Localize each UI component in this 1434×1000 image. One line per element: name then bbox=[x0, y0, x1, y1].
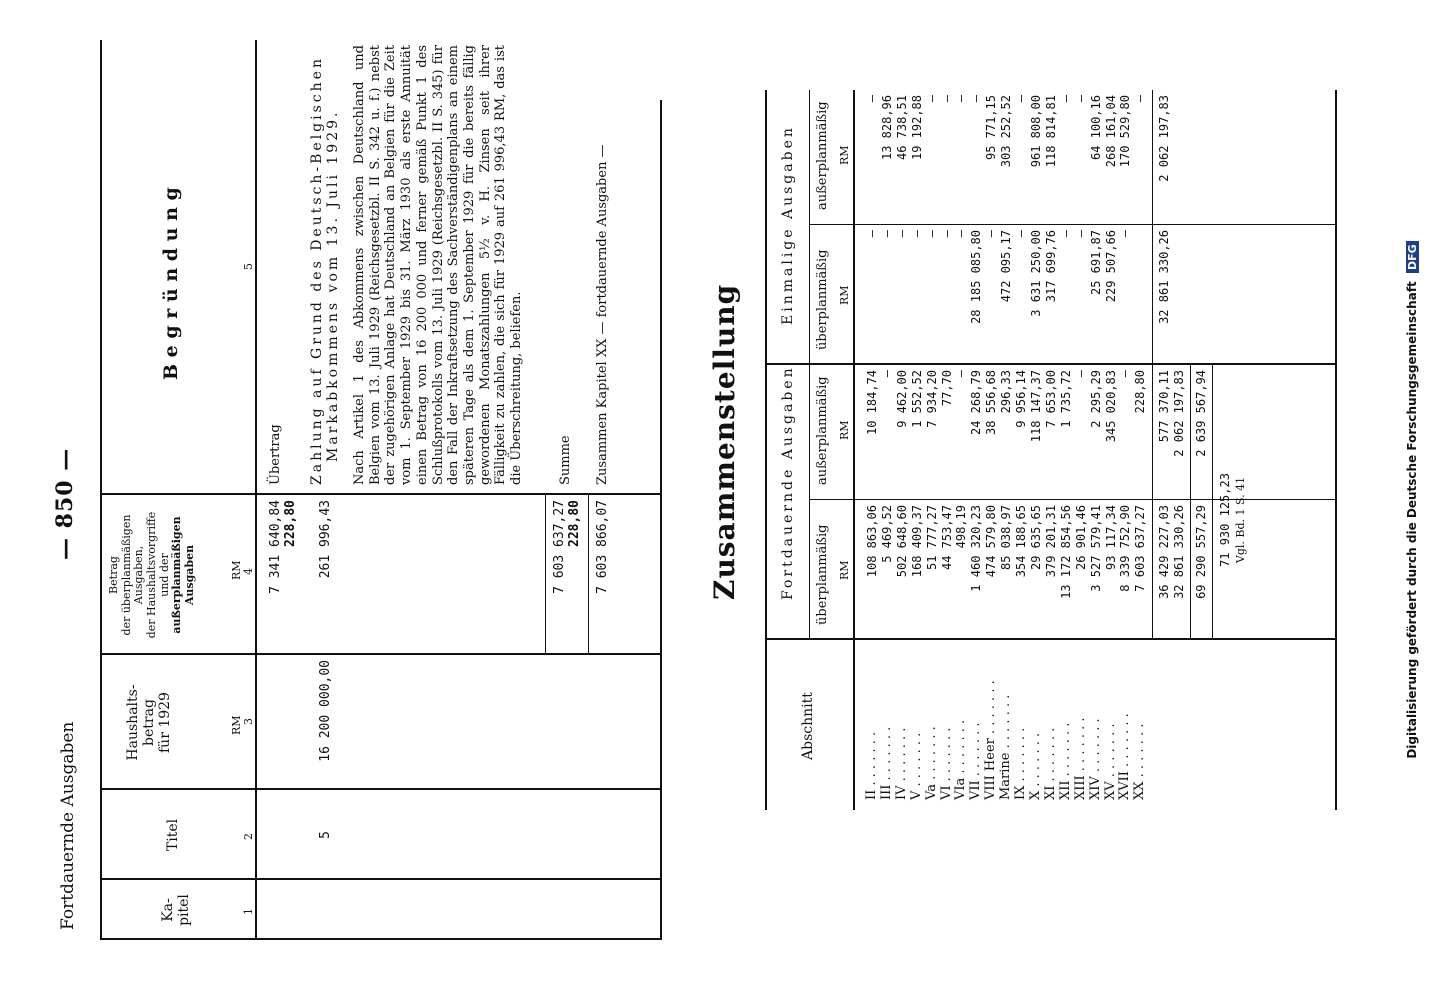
rule bbox=[809, 90, 810, 640]
currency-label: RM bbox=[838, 285, 851, 305]
row-label: XVII . . . . . . . bbox=[1117, 713, 1133, 800]
cell-value: 268 161,04 bbox=[1103, 95, 1118, 168]
entry-heading: Markabkommens vom 13. Juli 1929. bbox=[325, 109, 341, 462]
currency-label: RM bbox=[838, 145, 851, 165]
sum-fort-ueber-2: 32 861 330,26 bbox=[1172, 505, 1186, 599]
col-header-begruendung: B e g r ü n d u n g bbox=[160, 187, 182, 380]
row-label: II . . . . . . . bbox=[864, 731, 879, 800]
rule bbox=[853, 90, 855, 810]
entry-value: 261 996,43 bbox=[318, 500, 333, 579]
col-divider bbox=[100, 878, 660, 880]
cell-value: 2 295,29 bbox=[1088, 370, 1103, 428]
cell-value: — bbox=[924, 230, 939, 238]
cell-value: 25 691,87 bbox=[1088, 230, 1103, 296]
cell-value: — bbox=[894, 230, 909, 238]
cell-value: — bbox=[954, 370, 969, 378]
cell-value: — bbox=[1118, 370, 1133, 378]
rule bbox=[588, 495, 589, 655]
sum-fort-ueber: 36 429 227,03 bbox=[1157, 505, 1171, 599]
cell-value: 46 738,51 bbox=[894, 95, 909, 161]
row-label: XIII . . . . . . . bbox=[1072, 717, 1088, 800]
betrag-line: Ausgaben, bbox=[132, 545, 146, 605]
row-label: VI . . . . . . . bbox=[938, 727, 954, 800]
row-label: Va . . . . . . . bbox=[923, 726, 939, 800]
rule bbox=[1335, 90, 1337, 810]
col-number: 1 bbox=[242, 908, 255, 915]
dfg-logo: DFG bbox=[1406, 241, 1419, 273]
cell-value: 118 814,81 bbox=[1043, 95, 1058, 168]
rule bbox=[255, 40, 257, 940]
col-header-titel: Titel bbox=[165, 818, 181, 852]
col-divider bbox=[765, 638, 1335, 640]
row-label: XII . . . . . . . bbox=[1057, 722, 1073, 800]
grand-total: 71 930 125,23 bbox=[1218, 473, 1232, 567]
summe-value: 7 603 637,27 bbox=[552, 500, 567, 594]
cell-value bbox=[1133, 230, 1148, 360]
row-label: XV . . . . . . . bbox=[1102, 723, 1118, 800]
abschnitt-header: Abschnitt bbox=[800, 692, 816, 760]
betrag-line: und der bbox=[157, 553, 171, 597]
cell-value: 7 653,00 bbox=[1043, 370, 1058, 428]
row-label: XX . . . . . . . bbox=[1132, 723, 1148, 800]
cell-value: — bbox=[1118, 230, 1133, 238]
cell-value: — bbox=[1014, 230, 1029, 238]
cell-value: 5 469,52 bbox=[879, 505, 894, 563]
col-divider bbox=[100, 788, 660, 790]
cell-value: 7 934,20 bbox=[924, 370, 939, 428]
cell-value: — bbox=[865, 95, 879, 103]
cell-value: 9 462,00 bbox=[894, 370, 909, 428]
row-label: V . . . . . . . bbox=[908, 732, 924, 800]
cell-value: 44 753,47 bbox=[939, 505, 954, 571]
col-einm-ausser bbox=[865, 95, 1148, 220]
sum-einm-ausser: 2 062 197,83 bbox=[1157, 95, 1171, 182]
summe-extra: 228,80 bbox=[567, 500, 582, 547]
rule bbox=[545, 495, 546, 655]
group-fort-header: Fortdauernde Ausgaben bbox=[780, 365, 796, 600]
header-left: Fortdauernde Ausgaben bbox=[58, 721, 78, 930]
sidebar-text: Digitalisierung gefördert durch die Deutsche Forschungsgemeinschaft bbox=[1405, 281, 1419, 759]
sub-header: überplanmäßig bbox=[815, 524, 830, 625]
cell-value: — bbox=[1014, 95, 1029, 103]
col-divider bbox=[765, 363, 1335, 365]
row-label: XI . . . . . . . bbox=[1042, 727, 1058, 800]
cell-value: — bbox=[865, 230, 879, 238]
cell-value: 1 552,52 bbox=[909, 370, 924, 428]
cell-value: 51 777,27 bbox=[924, 505, 939, 571]
betrag-line: der Haushaltsvorgriffe bbox=[144, 511, 158, 639]
sub-header: überplanmäßig bbox=[815, 249, 830, 350]
col-header-haushalt: Haushalts- betrag für 1929 bbox=[125, 684, 174, 761]
cell-value: 118 147,37 bbox=[1028, 370, 1043, 443]
total-label: Zusammen Kapitel XX — fortdauernde Ausgaben — bbox=[595, 144, 610, 485]
col-einm-ueber bbox=[865, 230, 1148, 360]
col-header-kapitel: Ka- pitel bbox=[160, 894, 193, 926]
col-divider bbox=[809, 499, 1335, 500]
rule bbox=[100, 40, 102, 940]
cell-value: 85 038,97 bbox=[999, 505, 1014, 571]
cell-value: 77,70 bbox=[939, 370, 954, 407]
cell-value: 168 409,37 bbox=[909, 505, 924, 578]
row-label: X . . . . . . . bbox=[1027, 732, 1043, 800]
cell-value: — bbox=[939, 95, 954, 103]
entry-text: Nach Artikel 1 des Abkommens zwischen Deutschland und Belgien vom 13. Juli 1929 (Reichsgesetzbl. II S. 342 u. f.) nebst der zugehörigen Anlage hat Deutschland an Belgien für die Zeit vom 1. September 1929 bis 31. März 1930 als erste Annuität einen Betrag von 16 200 000 und ferner gemäß Punkt 1 des Schlußprotokolls vom 13. Juli 1929 (Reichsgesetzbl. II S. 345) für den Fall der Inkraftsetzung des Sachverständigenplans an einem späteren Tage als dem 1. September 1929 für die bereits fällig gewordenen Monatszahlungen 5½ v. H. Zinsen seit ihrer Fälligkeit zu zahlen, die sich für 1929 auf 261 996,43 RM, das ist die Überschreitung, beliefen. bbox=[352, 45, 525, 485]
cell-value: 498,19 bbox=[954, 505, 969, 549]
cell-value: 3 527 579,41 bbox=[1088, 505, 1103, 592]
cell-value: 24 268,79 bbox=[969, 370, 984, 436]
rule bbox=[1190, 365, 1191, 640]
group-einm-header: Einmalige Ausgaben bbox=[780, 125, 796, 325]
cell-value: 10 184,74 bbox=[865, 370, 879, 436]
col-divider bbox=[100, 653, 660, 655]
haushalt-value: 16 200 000,00 bbox=[318, 660, 333, 762]
cell-value: 29 635,65 bbox=[1028, 505, 1043, 571]
row-label: IX . . . . . . . bbox=[1013, 727, 1029, 800]
cell-value: 64 100,16 bbox=[1088, 95, 1103, 161]
row-labels bbox=[865, 650, 1148, 800]
row-label: VII . . . . . . . bbox=[968, 722, 984, 800]
total-value: 7 603 866,07 bbox=[595, 500, 610, 594]
col-number: 4 bbox=[242, 568, 255, 575]
rule bbox=[1152, 90, 1153, 640]
sum-einm-ueber: 32 861 330,26 bbox=[1157, 230, 1171, 324]
cell-value: — bbox=[1073, 370, 1088, 378]
currency-label: RM bbox=[838, 420, 851, 440]
rule bbox=[660, 100, 662, 940]
entry-heading: Zahlung auf Grund des Deutsch-Belgischen bbox=[309, 56, 325, 485]
sub-header: außerplanmäßig bbox=[815, 101, 830, 210]
col-number: 3 bbox=[242, 718, 255, 725]
uebertrag-label: Übertrag bbox=[268, 424, 283, 485]
currency-label: RM bbox=[230, 715, 243, 735]
sidebar-credit bbox=[1405, 0, 1425, 1000]
cell-value: 8 339 752,90 bbox=[1118, 505, 1133, 592]
cell-value: — bbox=[969, 95, 984, 103]
uebertrag-extra: 228,80 bbox=[283, 500, 298, 547]
row-label: Marine . . . . . . . bbox=[998, 694, 1014, 800]
zusammenstellung-table bbox=[760, 90, 1340, 940]
cell-value: — bbox=[954, 95, 969, 103]
cell-value: 296,33 bbox=[999, 370, 1014, 414]
cell-value: — bbox=[879, 230, 894, 238]
uebertrag-value: 7 341 640,84 bbox=[268, 500, 283, 594]
sum-fort-ausser: 577 370,11 bbox=[1157, 370, 1171, 443]
cell-value: 1 735,72 bbox=[1058, 370, 1073, 428]
cell-value: 170 529,80 bbox=[1118, 95, 1133, 168]
cell-value: 3 631 250,00 bbox=[1028, 230, 1043, 317]
betrag-line: Ausgaben bbox=[182, 544, 196, 606]
cell-value: 379 201,31 bbox=[1043, 505, 1058, 578]
cell-value: — bbox=[954, 230, 969, 238]
cell-value: — bbox=[1058, 230, 1073, 238]
cell-value: 95 771,15 bbox=[984, 95, 999, 161]
cell-value: 13 172 854,56 bbox=[1058, 505, 1073, 599]
row-label: III . . . . . . . bbox=[878, 726, 894, 800]
summe-label: Summe bbox=[558, 435, 573, 485]
rule bbox=[100, 938, 660, 940]
cell-value: 19 192,88 bbox=[909, 95, 924, 161]
cell-value: 472 095,17 bbox=[999, 230, 1014, 303]
cell-value: 9 956,14 bbox=[1014, 370, 1029, 428]
betrag-line: außerplanmäßigen bbox=[170, 516, 184, 634]
cell-value: 961 808,00 bbox=[1028, 95, 1043, 168]
cell-value: 354 188,65 bbox=[1014, 505, 1029, 578]
cell-value: 38 556,68 bbox=[984, 370, 999, 436]
rule bbox=[765, 90, 767, 810]
sum-fort-ausser-2: 2 062 197,83 bbox=[1172, 370, 1186, 457]
page-number: — 850 — bbox=[52, 447, 78, 560]
cell-value: 229 507,66 bbox=[1103, 230, 1118, 303]
col-divider bbox=[809, 224, 1335, 225]
zusammenstellung-title: Zusammenstellung bbox=[708, 283, 741, 600]
cell-value: 1 460 320,23 bbox=[969, 505, 984, 592]
cell-value: 228,80 bbox=[1133, 370, 1148, 414]
cell-value: 13 828,96 bbox=[879, 95, 894, 161]
cell-value: 317 699,76 bbox=[1043, 230, 1058, 303]
cell-value: — bbox=[1058, 95, 1073, 103]
reference: Vgl. Bd. 1 S. 41 bbox=[1234, 476, 1247, 564]
cell-value: 345 020,83 bbox=[1103, 370, 1118, 443]
sub-header: außerplanmäßig bbox=[815, 376, 830, 485]
rule bbox=[1212, 365, 1213, 640]
col-number: 5 bbox=[242, 263, 255, 270]
row-label: IV . . . . . . . bbox=[893, 727, 909, 800]
cell-value: 474 579,80 bbox=[984, 505, 999, 578]
cell-value: — bbox=[939, 230, 954, 238]
cell-value: — bbox=[1073, 95, 1088, 103]
cell-value: — bbox=[879, 370, 894, 378]
cell-value: 7 603 637,27 bbox=[1133, 505, 1148, 592]
cell-value: 502 648,60 bbox=[894, 505, 909, 578]
main-table bbox=[100, 40, 660, 940]
cell-value: — bbox=[1133, 95, 1148, 103]
combined-fort-ueber: 69 290 557,29 bbox=[1194, 505, 1208, 599]
cell-value: — bbox=[909, 230, 924, 238]
cell-value: — bbox=[924, 95, 939, 103]
col-divider bbox=[100, 493, 660, 495]
betrag-line: Betrag bbox=[107, 556, 120, 594]
currency-label: RM bbox=[838, 560, 851, 580]
col-number: 2 bbox=[242, 833, 255, 840]
betrag-line: der überplanmäßigen bbox=[119, 514, 133, 636]
cell-value: — bbox=[1073, 230, 1088, 238]
cell-value: 108 863,06 bbox=[865, 505, 879, 578]
currency-label: RM bbox=[230, 560, 243, 580]
cell-value: — bbox=[984, 230, 999, 238]
titel-number: 5 bbox=[318, 831, 333, 839]
row-label: VIII Heer . . . . . . . bbox=[983, 680, 999, 800]
cell-value: 26 901,46 bbox=[1073, 505, 1088, 571]
combined-fort-ausser: 2 639 567,94 bbox=[1194, 370, 1208, 457]
row-label: XIV . . . . . . . bbox=[1087, 718, 1103, 800]
col-header-betrag bbox=[108, 500, 196, 650]
cell-value: 28 185 085,80 bbox=[969, 230, 984, 324]
row-label: VIa . . . . . . . bbox=[953, 719, 969, 800]
col-fort-ausser bbox=[865, 370, 1148, 495]
col-fort-ueber bbox=[865, 505, 1148, 635]
cell-value: 303 252,52 bbox=[999, 95, 1014, 168]
cell-value: 93 117,34 bbox=[1103, 505, 1118, 571]
